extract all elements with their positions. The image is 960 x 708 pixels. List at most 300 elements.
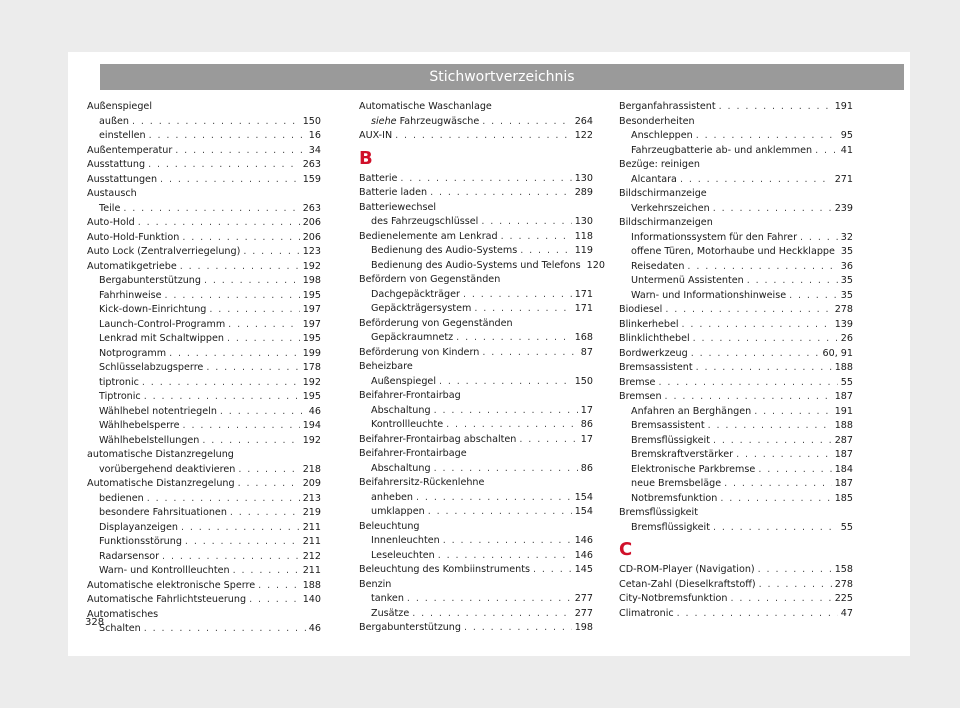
dot-leader: [696, 129, 838, 144]
dot-leader: [665, 303, 831, 318]
dot-leader: [474, 302, 571, 317]
index-entry[interactable]: [87, 361, 321, 376]
dot-leader: [183, 419, 300, 434]
index-heading: Befördern von Gegenständen: [359, 274, 501, 285]
index-entry[interactable]: [87, 463, 321, 478]
index-entry-page[interactable]: 171: [574, 303, 593, 314]
index-entry[interactable]: [87, 115, 321, 130]
dot-leader: [249, 593, 300, 608]
index-entry[interactable]: [87, 492, 321, 507]
index-entry-page[interactable]: 197: [302, 318, 321, 330]
index-entry[interactable]: [87, 129, 321, 144]
index-entry-page[interactable]: 41: [840, 144, 853, 156]
index-entry-label: Elektronische Parkbremse: [631, 463, 756, 475]
index-entry-page[interactable]: 17: [580, 404, 593, 416]
index-entry[interactable]: [87, 289, 321, 304]
index-entry-label: Reisedaten: [631, 260, 685, 272]
index-page: [68, 52, 910, 656]
index-entry[interactable]: [87, 593, 321, 608]
index-heading: Batteriewechsel: [359, 201, 437, 213]
index-entry[interactable]: [619, 318, 853, 333]
index-entry-page[interactable]: 278: [834, 304, 853, 315]
dot-leader: [149, 129, 306, 144]
index-entry-page[interactable]: 55: [840, 376, 853, 388]
index-entry[interactable]: [359, 215, 593, 230]
index-entry[interactable]: [359, 418, 593, 433]
index-entry-page[interactable]: 154: [574, 506, 593, 517]
index-entry[interactable]: [619, 303, 853, 318]
index-entry[interactable]: [359, 288, 593, 303]
index-entry-page[interactable]: 146: [574, 549, 593, 561]
index-heading: Beifahrer-Frontairbage: [359, 448, 467, 459]
index-entry[interactable]: [619, 405, 853, 420]
dot-leader: [148, 158, 300, 173]
index-entry-page[interactable]: 192: [302, 434, 321, 446]
index-entry-page[interactable]: 195: [302, 333, 321, 344]
index-entry-page[interactable]: 211: [302, 521, 321, 533]
dot-leader: [160, 173, 300, 188]
index-entry-page[interactable]: 194: [302, 420, 321, 431]
index-entry-page[interactable]: 211: [302, 565, 321, 576]
index-entry[interactable]: [359, 433, 593, 448]
index-entry[interactable]: [619, 592, 853, 607]
dot-leader: [142, 376, 300, 391]
index-entry[interactable]: [87, 318, 321, 333]
index-heading: Beifahrer-Frontairbag: [359, 390, 461, 401]
index-entry[interactable]: [87, 303, 321, 318]
index-entry-page[interactable]: 130: [574, 216, 593, 227]
index-entry-page[interactable]: 35: [840, 289, 853, 301]
index-entry[interactable]: [619, 100, 853, 115]
index-entry[interactable]: [87, 579, 321, 594]
dot-leader: [428, 505, 572, 520]
index-entry-page[interactable]: 145: [574, 564, 593, 575]
index-entry-page[interactable]: 287: [834, 434, 853, 446]
dot-leader: [665, 390, 832, 405]
index-entry[interactable]: [359, 186, 593, 201]
index-entry-label: Bremsen: [619, 391, 662, 402]
index-entry-label: Lenkrad mit Schaltwippen: [99, 333, 224, 344]
index-entry[interactable]: [619, 289, 853, 304]
index-heading: Beifahrersitz-Rückenlehne: [359, 477, 485, 488]
index-entry[interactable]: [619, 419, 853, 434]
index-entry[interactable]: [87, 550, 321, 565]
index-entry[interactable]: [359, 549, 593, 564]
index-entry-label: Beifahrer-Frontairbag abschalten: [359, 433, 517, 445]
index-entry[interactable]: [87, 390, 321, 405]
index-entry-page[interactable]: 199: [302, 347, 321, 359]
index-entry-page[interactable]: 140: [302, 594, 321, 605]
dot-leader: [175, 144, 306, 159]
dot-leader: [519, 433, 577, 448]
dot-leader: [243, 245, 299, 260]
index-entry-label: AUX-IN: [359, 130, 393, 141]
index-heading: Benzin: [359, 578, 392, 590]
index-heading: Bezüge: reinigen: [619, 159, 700, 170]
dot-leader: [713, 434, 832, 449]
index-entry-page[interactable]: 95: [840, 130, 853, 141]
dot-leader: [438, 549, 572, 564]
index-entry[interactable]: [619, 202, 853, 217]
index-entry-label: Verkehrszeichen: [631, 202, 710, 214]
index-entry-label: Teile: [99, 202, 121, 214]
index-entry[interactable]: [619, 521, 853, 536]
index-entry-page[interactable]: 263: [302, 202, 321, 214]
index-entry-page[interactable]: 192: [302, 376, 321, 388]
index-entry[interactable]: [87, 173, 321, 188]
index-entry[interactable]: [359, 259, 605, 274]
dot-leader: [206, 361, 299, 376]
index-entry-page[interactable]: 46: [308, 405, 321, 417]
index-entry-page[interactable]: 87: [580, 346, 593, 358]
index-entry-label: Schalten: [99, 623, 141, 634]
index-entry[interactable]: [619, 361, 853, 376]
index-entry-label: Climatronic: [619, 607, 674, 619]
index-entry-label: Kontrollleuchte: [371, 419, 444, 430]
index-entry[interactable]: [359, 244, 593, 259]
index-heading: Beheizbare: [359, 361, 413, 372]
index-entry-label: Informationssystem für den Fahrer: [631, 231, 798, 243]
index-entry[interactable]: [87, 216, 321, 231]
index-entry[interactable]: [87, 202, 321, 217]
index-entry[interactable]: [619, 434, 853, 449]
index-entry-label: Auto-Hold: [87, 217, 135, 228]
index-entry-label: Abschaltung: [371, 462, 431, 474]
index-entry-label: Bremsassistent: [631, 420, 705, 431]
index-entry-page[interactable]: 130: [574, 172, 593, 184]
index-entry-page[interactable]: 213: [302, 492, 321, 504]
index-entry[interactable]: [359, 331, 593, 346]
index-entry-label: [371, 115, 479, 130]
dot-leader: [682, 318, 832, 333]
index-entry-label: Bedienung des Audio-Systems: [371, 245, 518, 256]
index-entry-label: Automatikgetriebe: [87, 260, 177, 272]
section-letter: C: [619, 539, 633, 560]
index-entry[interactable]: [619, 448, 853, 463]
index-entry-page[interactable]: 139: [834, 318, 853, 330]
index-entry-page[interactable]: 211: [302, 536, 321, 547]
index-entry-label: Bordwerkzeug: [619, 347, 688, 359]
index-entry-label: tanken: [371, 593, 404, 604]
index-entry-label: Bedienung des Audio-Systems und Telefons: [371, 259, 581, 271]
index-column-2: [359, 100, 605, 636]
index-entry-label: Fahrhinweise: [99, 289, 162, 301]
index-entry-page[interactable]: 212: [302, 550, 321, 562]
index-entry[interactable]: [87, 332, 321, 347]
index-entry-label: bedienen: [99, 492, 144, 504]
dot-leader: [758, 563, 832, 578]
index-entry-label: Wählhebelstellungen: [99, 434, 200, 446]
index-entry-page[interactable]: 171: [574, 288, 593, 300]
index-entry-page[interactable]: 263: [302, 159, 321, 170]
dot-leader: [730, 592, 831, 607]
dot-leader: [204, 274, 300, 289]
index-entry-page[interactable]: 187: [834, 478, 853, 489]
dot-leader: [736, 448, 832, 463]
index-entry[interactable]: [619, 231, 853, 246]
index-entry[interactable]: [87, 521, 321, 536]
index-entry-page[interactable]: 122: [574, 130, 593, 141]
index-entry-page[interactable]: 206: [302, 231, 321, 243]
dot-leader: [719, 100, 832, 115]
index-entry-label: Notbremsfunktion: [631, 492, 718, 504]
index-entry-label: Auto-Hold-Funktion: [87, 231, 180, 243]
dot-leader: [209, 303, 299, 318]
index-entry-page[interactable]: 185: [834, 492, 853, 504]
dot-leader: [724, 477, 832, 492]
index-entry[interactable]: [87, 347, 321, 362]
index-entry-page[interactable]: 34: [308, 144, 321, 156]
dot-leader: [430, 186, 572, 201]
index-entry[interactable]: [87, 622, 321, 637]
index-entry-page[interactable]: 195: [302, 391, 321, 402]
index-entry[interactable]: [619, 463, 853, 478]
index-entry-page[interactable]: 277: [574, 593, 593, 604]
dot-leader: [463, 288, 572, 303]
dot-leader: [501, 230, 572, 245]
index-entry-label: Schlüsselabzugsperre: [99, 362, 204, 373]
index-entry-label: vorübergehend deaktivieren: [99, 463, 236, 475]
index-entry[interactable]: [359, 115, 593, 130]
index-entry[interactable]: [359, 346, 593, 361]
index-entry-page[interactable]: 26: [840, 333, 853, 344]
index-entry-page[interactable]: 289: [574, 187, 593, 198]
dot-leader: [180, 260, 300, 275]
index-entry-text: Fahrzeugwäsche: [396, 115, 480, 127]
index-entry-label: des Fahrzeugschlüssel: [371, 216, 479, 227]
page-number: 328: [85, 617, 105, 628]
index-entry[interactable]: [359, 534, 593, 549]
index-entry-label: Bremse: [619, 376, 656, 388]
dot-leader: [456, 331, 572, 346]
index-entry[interactable]: [619, 144, 853, 159]
index-entry[interactable]: [359, 592, 593, 607]
index-entry[interactable]: [619, 607, 853, 622]
index-entry[interactable]: [619, 245, 853, 260]
index-entry[interactable]: [87, 376, 321, 391]
dot-leader: [434, 404, 578, 419]
index-entry[interactable]: [359, 563, 593, 578]
dot-leader: [230, 506, 300, 521]
index-entry-label: Automatische Fahrlichtsteuerung: [87, 594, 247, 605]
index-entry-page[interactable]: 219: [302, 507, 321, 518]
index-entry[interactable]: [87, 405, 321, 420]
index-entry[interactable]: [619, 260, 853, 275]
index-entry[interactable]: [619, 563, 853, 578]
index-entry[interactable]: [619, 578, 853, 593]
index-heading: automatische Distanzregelung: [87, 449, 234, 460]
index-entry[interactable]: [359, 462, 593, 477]
index-entry[interactable]: [619, 347, 853, 362]
index-entry-label: umklappen: [371, 506, 425, 517]
index-entry-label: Ausstattung: [87, 159, 146, 170]
index-entry-page[interactable]: 188: [834, 362, 853, 373]
index-entry[interactable]: [87, 245, 321, 260]
index-entry-label: Fahrzeugbatterie ab- und anklemmen: [631, 144, 813, 156]
index-entry-label: Alcantara: [631, 173, 677, 185]
index-entry-label: Bremskraftverstärker: [631, 449, 734, 460]
index-entry-label: Außenspiegel: [371, 375, 436, 387]
index-entry[interactable]: [359, 607, 593, 622]
index-entry-label: Bedienelemente am Lenkrad: [359, 230, 498, 242]
index-entry[interactable]: [359, 302, 593, 317]
index-entry-page[interactable]: 278: [834, 578, 853, 590]
index-entry-page[interactable]: 187: [834, 391, 853, 402]
index-entry-page[interactable]: 192: [302, 260, 321, 272]
index-entry-page[interactable]: 47: [840, 607, 853, 619]
dot-leader: [815, 144, 838, 159]
index-entry-page[interactable]: 46: [308, 623, 321, 634]
index-entry-label: Cetan-Zahl (Dieselkraftstoff): [619, 578, 756, 590]
index-entry[interactable]: [359, 404, 593, 419]
index-entry-page[interactable]: 206: [302, 217, 321, 228]
index-heading: Besonderheiten: [619, 115, 695, 127]
index-entry-label: anheben: [371, 491, 414, 503]
index-entry-page[interactable]: 198: [574, 622, 593, 633]
index-entry-page[interactable]: 209: [302, 478, 321, 489]
index-heading: Beleuchtung: [359, 520, 420, 532]
index-entry-page[interactable]: 60, 91: [822, 347, 853, 359]
index-entry[interactable]: [619, 390, 853, 405]
index-entry-label: Anfahren an Berghängen: [631, 405, 752, 417]
index-entry-page[interactable]: 188: [834, 420, 853, 431]
index-entry[interactable]: [87, 274, 321, 289]
index-entry-page[interactable]: 86: [580, 419, 593, 430]
index-entry[interactable]: [619, 477, 853, 492]
index-entry-page[interactable]: 198: [302, 275, 321, 286]
dot-leader: [708, 419, 832, 434]
index-entry-page[interactable]: 123: [302, 246, 321, 257]
index-entry-label: Auto Lock (Zentralverriegelung): [87, 246, 241, 257]
index-heading: Bremsflüssigkeit: [619, 507, 698, 518]
index-entry-page[interactable]: 119: [574, 245, 593, 256]
index-entry-page[interactable]: 158: [834, 564, 853, 575]
index-entry-page[interactable]: 197: [302, 304, 321, 315]
index-entry-page[interactable]: 271: [834, 173, 853, 185]
index-entry-page[interactable]: 218: [302, 463, 321, 475]
index-entry-label: City-Notbremsfunktion: [619, 593, 728, 604]
dot-leader: [758, 463, 831, 478]
index-entry-page[interactable]: 188: [302, 579, 321, 591]
index-entry-page[interactable]: 187: [834, 449, 853, 460]
index-entry-page[interactable]: 150: [574, 375, 593, 387]
dot-leader: [482, 115, 571, 130]
dot-leader: [220, 405, 306, 420]
dot-leader: [416, 491, 572, 506]
dot-leader: [227, 332, 300, 347]
index-entry[interactable]: [87, 564, 321, 579]
index-entry[interactable]: [87, 535, 321, 550]
index-entry[interactable]: [87, 144, 321, 159]
index-entry-page[interactable]: 168: [574, 332, 593, 343]
index-entry-label: offene Türen, Motorhaube und Heckklappe: [631, 246, 835, 257]
index-entry[interactable]: [619, 274, 853, 289]
index-entry[interactable]: [87, 477, 321, 492]
index-entry-label: Displayanzeigen: [99, 521, 178, 533]
index-entry-label: CD-ROM-Player (Navigation): [619, 564, 755, 575]
index-entry-label: Gepäckraumnetz: [371, 332, 454, 343]
index-entry[interactable]: [359, 375, 593, 390]
index-entry-page[interactable]: 184: [834, 463, 853, 475]
dot-leader: [395, 129, 572, 144]
index-entry[interactable]: [87, 231, 321, 246]
index-entry-page[interactable]: 36: [840, 260, 853, 272]
index-entry-page[interactable]: 55: [840, 521, 853, 533]
dot-leader: [520, 244, 571, 259]
index-entry-page[interactable]: 146: [574, 535, 593, 546]
index-entry-page[interactable]: 277: [574, 607, 593, 619]
index-entry-page[interactable]: 150: [302, 115, 321, 127]
index-entry-page[interactable]: 154: [574, 491, 593, 503]
dot-leader: [533, 563, 572, 578]
dot-leader: [464, 621, 572, 636]
index-entry[interactable]: [359, 230, 593, 245]
index-entry[interactable]: [359, 505, 593, 520]
index-entry-label: Ausstattungen: [87, 173, 158, 185]
dot-leader: [407, 592, 572, 607]
index-entry[interactable]: [619, 492, 853, 507]
dot-leader: [400, 172, 571, 187]
index-entry[interactable]: [87, 260, 321, 275]
index-entry-page[interactable]: 264: [574, 115, 593, 127]
index-entry[interactable]: [359, 491, 593, 506]
dot-leader: [144, 622, 306, 637]
index-entry-page[interactable]: 118: [574, 230, 593, 242]
index-entry-label: Außentemperatur: [87, 144, 173, 156]
index-entry-page[interactable]: 178: [302, 362, 321, 373]
dot-leader: [658, 376, 837, 391]
index-entry-page[interactable]: 86: [580, 462, 593, 474]
index-entry[interactable]: [359, 621, 593, 636]
index-entry-page[interactable]: 191: [834, 101, 853, 112]
dot-leader: [169, 347, 300, 362]
index-entry[interactable]: [87, 506, 321, 521]
index-entry-label: Bergabunterstützung: [359, 622, 461, 633]
dot-leader: [147, 492, 300, 507]
dot-leader: [123, 202, 299, 217]
index-entry-page[interactable]: 16: [308, 130, 321, 141]
index-entry[interactable]: [87, 419, 321, 434]
index-entry[interactable]: [619, 129, 853, 144]
index-entry[interactable]: [359, 172, 593, 187]
dot-leader: [238, 477, 300, 492]
index-entry-label: Bremsflüssigkeit: [631, 434, 710, 446]
index-heading: Beförderung von Gegenständen: [359, 317, 513, 329]
index-heading: Außenspiegel: [87, 101, 152, 112]
index-entry-label: Automatische elektronische Sperre: [87, 579, 256, 591]
index-entry[interactable]: [619, 173, 853, 188]
index-entry[interactable]: [619, 376, 853, 391]
dot-leader: [165, 289, 300, 304]
index-entry[interactable]: [87, 434, 321, 449]
index-entry[interactable]: [87, 158, 321, 173]
dot-leader: [138, 216, 300, 231]
index-entry-label: Warn- und Informationshinweise: [631, 289, 787, 301]
index-entry[interactable]: [359, 129, 593, 144]
index-entry-page[interactable]: 32: [840, 231, 853, 243]
index-entry-page[interactable]: 120: [586, 259, 605, 271]
index-entry-page[interactable]: 35: [840, 246, 854, 257]
index-entry-page[interactable]: 35: [840, 275, 853, 286]
index-entry-page[interactable]: 191: [834, 405, 853, 417]
index-entry-page[interactable]: 225: [834, 593, 853, 604]
index-entry-page[interactable]: 239: [834, 202, 853, 214]
index-entry-page[interactable]: 17: [580, 433, 593, 445]
index-entry-page[interactable]: 195: [302, 289, 321, 301]
index-entry-label: neue Bremsbeläge: [631, 478, 722, 489]
index-entry-page[interactable]: 159: [302, 173, 321, 185]
index-entry[interactable]: [619, 332, 853, 347]
